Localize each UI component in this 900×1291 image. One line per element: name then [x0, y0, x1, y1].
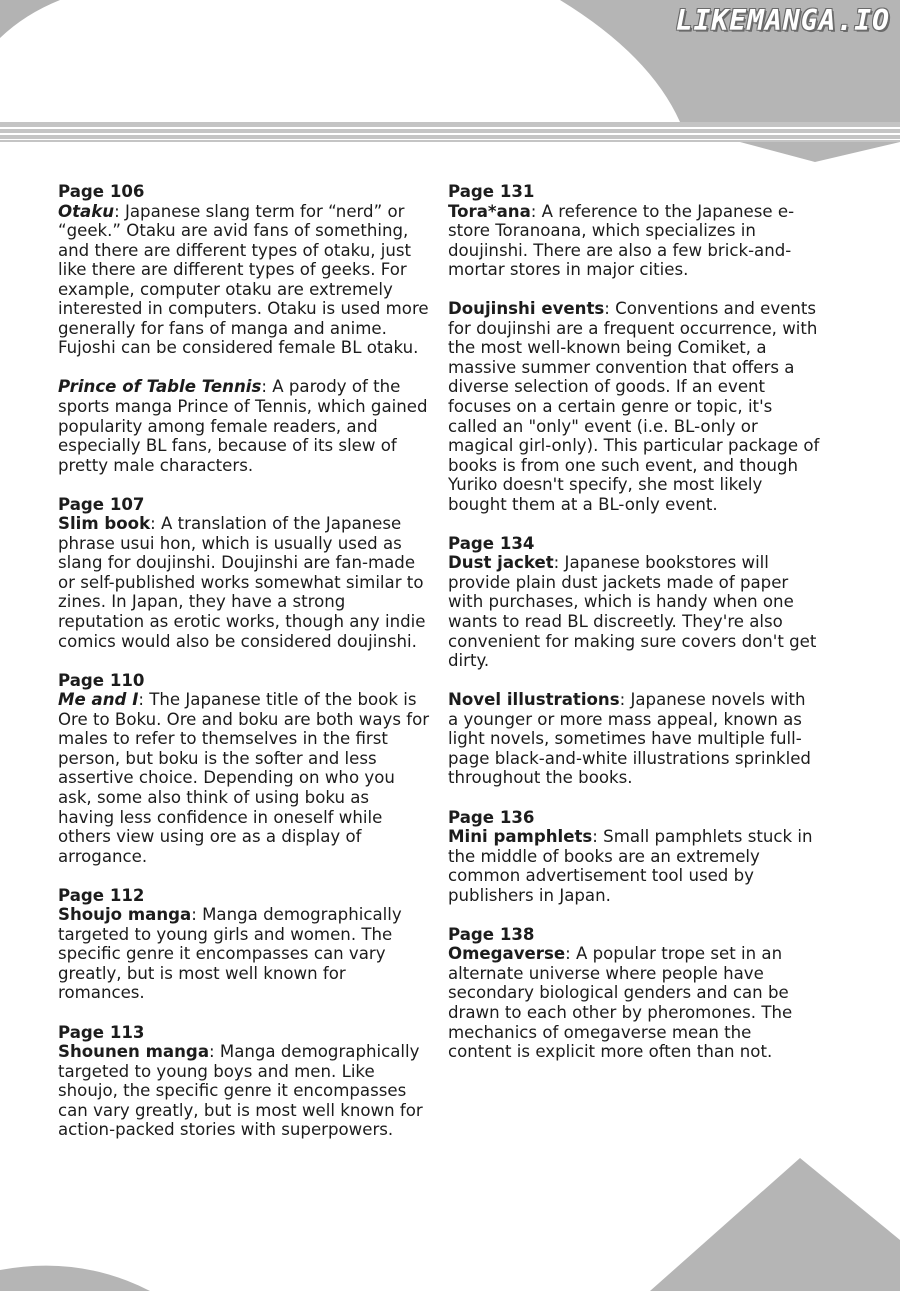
- glossary-entry: Page 131 Tora*ana: A reference to the Japanese e-store Toranoana, which specializes in doujinshi. There are also a few brick-and-mortar stores in major cities.: [448, 182, 820, 280]
- page-number: Page 131: [448, 182, 535, 201]
- glossary-term: Mini pamphlets: [448, 827, 593, 847]
- glossary-entry: Prince of Table Tennis: A parody of the sports manga Prince of Tennis, which gained popularity among female readers, and especially BL fans, because of its slew of pretty male characters.: [58, 377, 428, 475]
- glossary-definition: Japanese slang term for “nerd” or “geek.” Otaku are avid fans of something, and there are different types of otaku, just like there are different types of geeks. For example, computer otaku are extremely interested in computers. Otaku is used more generally for fans of manga and anime. Fujoshi can be considered female BL otaku.: [58, 201, 429, 358]
- glossary-definition: Small pamphlets stuck in the middle of books are an extremely common advertisement tool used by publishers in Japan.: [448, 827, 813, 905]
- glossary-definition: Conventions and events for doujinshi are a frequent occurrence, with the most well-known being Comiket, a massive summer convention that offers a diverse selection of goods. If an event focuses on a certain genre or topic, it's called an "only" event (i.e. BL-only or magical girl-only). This particular package of books is from one such event, and though Yuriko doesn't specify, she most likely bought them at a BL-only event.: [448, 299, 820, 514]
- glossary-entry: Page 136 Mini pamphlets: Small pamphlets stuck in the middle of books are an extremely common advertisement tool used by publishers in Japan.: [448, 808, 820, 906]
- glossary-definition: A popular trope set in an alternate universe where people have secondary biological genders and can be drawn to each other by pheromones. The mechanics of omegaverse mean the content is explicit more often than not.: [448, 944, 793, 1062]
- glossary-entry: Page 113 Shounen manga: Manga demographically targeted to young boys and men. Like shoujo, the specific genre it encompasses can vary greatly, but is most well known for action-packed stories with superpowers.: [58, 1023, 430, 1140]
- top-left-wedge: [0, 0, 60, 38]
- right-column: [448, 182, 820, 1062]
- page-number: Page 134: [448, 533, 535, 553]
- glossary-definition: A parody of the sports manga Prince of Tennis, which gained popularity among female readers, and especially BL fans, because of its slew of pretty male characters.: [58, 377, 428, 475]
- glossary-term: Omegaverse: [448, 944, 566, 964]
- glossary-term: Prince of Table Tennis: [58, 377, 262, 397]
- glossary-term: Shoujo manga: [58, 905, 192, 925]
- page-number: Page 138: [448, 924, 535, 944]
- watermark-logo: LIKEMANGA.IO: [675, 4, 890, 37]
- glossary-term: Shounen manga: [58, 1042, 210, 1062]
- glossary-entry: Page 106 Otaku: Japanese slang term for “nerd” or “geek.” Otaku are avid fans of something, and there are different types of otaku, just like there are different types of geeks. For example, computer otaku are extremely interested in computers. Otaku is used more generally for fans of manga and anime. Fujoshi can be considered female BL otaku.: [58, 182, 429, 358]
- glossary-term: Novel illustrations: [448, 690, 620, 710]
- glossary-entry: Page 110 Me and I: The Japanese title of the book is Ore to Boku. Ore and boku are both ways for males to refer to themselves in the first person, but boku is the softer and less assertive choice. Depending on who you ask, some also think of using boku as having less confidence in oneself while others view using ore as a display of arrogance.: [58, 670, 430, 866]
- page-number: Page 107: [58, 494, 145, 514]
- left-column: [58, 182, 430, 1140]
- glossary-term: Slim book: [58, 514, 151, 534]
- glossary-definition: A reference to the Japanese e-store Toranoana, which specializes in doujinshi. There are also a few brick-and-mortar stores in major cities.: [448, 201, 795, 280]
- glossary-definition: Manga demographically targeted to young boys and men. Like shoujo, the specific genre it encompasses can vary greatly, but is most well known for action-packed stories with superpowers.: [58, 1042, 423, 1140]
- glossary-term: Doujinshi events: [448, 299, 605, 319]
- glossary-definition: A translation of the Japanese phrase usui hon, which is usually used as slang for doujinshi. Doujinshi are fan-made or self-published works somewhat similar to zines. In Japan, they have a strong reputation as erotic works, though any indie comics would also be considered doujinshi.: [58, 514, 426, 651]
- bottom-left-swoosh: [0, 1266, 150, 1291]
- glossary-term: Me and I: [58, 690, 139, 710]
- glossary-entry: Page 134 Dust jacket: Japanese bookstores will provide plain dust jackets made of paper with purchases, which is handy when one wants to read BL discreetly. They're also convenient for making sure covers don't get dirty.: [448, 534, 820, 671]
- page-number: Page 110: [58, 670, 145, 690]
- bottom-right-swoosh: [650, 1158, 900, 1291]
- glossary-term: Dust jacket: [448, 553, 554, 573]
- page-number: Page 113: [58, 1022, 145, 1042]
- page-number: Page 112: [58, 885, 145, 905]
- glossary-entry: Page 107 Slim book: A translation of the Japanese phrase usui hon, which is usually used as slang for doujinshi. Doujinshi are fan-made or self-published works somewhat similar to zines. In Japan, they have a strong reputation as erotic works, though any indie comics would also be considered doujinshi.: [58, 495, 430, 651]
- glossary-definition: Japanese novels with a younger or more mass appeal, known as light novels, sometimes have multiple full-page black-and-white illustrations sprinkled throughout the books.: [448, 690, 811, 788]
- glossary-entry: Page 112 Shoujo manga: Manga demographically targeted to young girls and women. The specific genre it encompasses can vary greatly, but is most well known for romances.: [58, 886, 430, 1003]
- glossary-definition: The Japanese title of the book is Ore to Boku. Ore and boku are both ways for males to refer to themselves in the first person, but boku is the softer and less assertive choice. Depending on who you ask, some also think of using boku as having less confidence in oneself while others view using ore as a display of arrogance.: [58, 690, 430, 866]
- glossary-term: Tora*ana: [448, 201, 531, 221]
- glossary-entry: Novel illustrations: Japanese novels with a younger or more mass appeal, known as light novels, sometimes have multiple full-page black-and-white illustrations sprinkled throughout the books.: [448, 690, 811, 788]
- glossary-entry: Doujinshi events: Conventions and events for doujinshi are a frequent occurrence, with the most well-known being Comiket, a massive summer convention that offers a diverse selection of goods. If an event focuses on a certain genre or topic, it's called an "only" event (i.e. BL-only or magical girl-only). This particular package of books is from one such event, and though Yuriko doesn't specify, she most likely bought them at a BL-only event.: [448, 299, 820, 514]
- glossary-definition: Manga demographically targeted to young girls and women. The specific genre it encompasses can vary greatly, but is most well known for romances.: [58, 905, 402, 1003]
- glossary-entry: Page 138 Omegaverse: A popular trope set in an alternate universe where people have secondary biological genders and can be drawn to each other by pheromones. The mechanics of omegaverse mean the content is explicit more often than not.: [448, 925, 820, 1062]
- page-number: Page 136: [448, 807, 535, 827]
- page-number: Page 106: [58, 182, 145, 201]
- glossary-definition: Japanese bookstores will provide plain dust jackets made of paper with purchases, which is handy when one wants to read BL discreetly. They're also convenient for making sure covers don't get dirty.: [448, 553, 817, 671]
- glossary-term: Otaku: [58, 201, 115, 221]
